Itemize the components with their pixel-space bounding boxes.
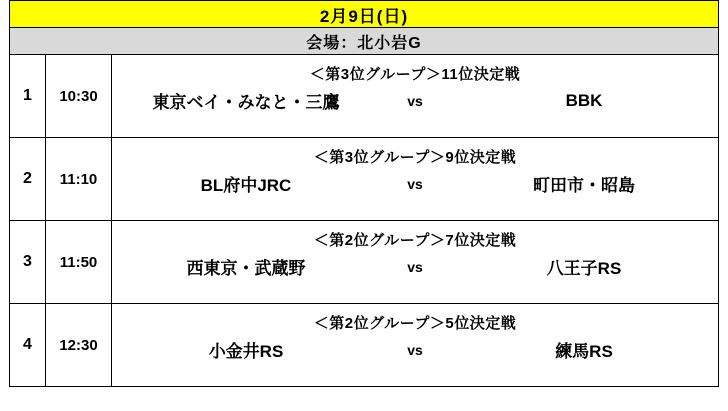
match-time: 11:10: [46, 138, 112, 221]
venue-header-row: [10, 28, 719, 55]
match-details: [112, 221, 719, 304]
table-row: [10, 304, 719, 387]
team-left: 西東京・武蔵野: [186, 259, 306, 278]
match-group-label: ＜第3位グループ＞9位決定戦: [313, 149, 517, 166]
teams-line: [112, 254, 718, 279]
date-header-row: [10, 1, 719, 28]
row-spacer: [112, 279, 718, 295]
team-left: 小金井RS: [208, 342, 284, 361]
match-number: 1: [10, 55, 46, 138]
row-spacer: [112, 196, 718, 212]
team-left: 東京ベイ・みなと・三鷹: [152, 93, 340, 112]
teams-line: [112, 337, 718, 362]
venue-header: 会場：北小岩G: [10, 28, 719, 55]
match-details: [112, 304, 719, 387]
match-number: 4: [10, 304, 46, 387]
table-row: [10, 221, 719, 304]
match-time: 11:50: [46, 221, 112, 304]
vs-label: vs: [407, 92, 423, 109]
team-right: BBK: [565, 90, 603, 110]
team-right: 町田市・昭島: [533, 176, 635, 195]
teams-line: [112, 171, 718, 196]
schedule-table: [9, 0, 719, 387]
team-right: 八王子RS: [546, 259, 622, 278]
date-header: 2月9日(日): [10, 1, 719, 28]
team-left: BL府中JRC: [200, 176, 292, 195]
vs-label: vs: [407, 258, 423, 275]
table-row: [10, 55, 719, 138]
vs-label: vs: [407, 175, 423, 192]
match-time: 12:30: [46, 304, 112, 387]
row-spacer: [112, 362, 718, 378]
team-right: 練馬RS: [555, 342, 613, 361]
match-number: 2: [10, 138, 46, 221]
teams-line: [112, 88, 718, 113]
match-group-label: ＜第2位グループ＞5位決定戦: [313, 315, 517, 332]
table-row: [10, 138, 719, 221]
match-details: [112, 138, 719, 221]
match-time: 10:30: [46, 55, 112, 138]
match-group-label: ＜第3位グループ＞11位決定戦: [309, 66, 521, 83]
match-details: [112, 55, 719, 138]
vs-label: vs: [407, 341, 423, 358]
match-group-label: ＜第2位グループ＞7位決定戦: [313, 232, 517, 249]
row-spacer: [112, 113, 718, 129]
match-number: 3: [10, 221, 46, 304]
